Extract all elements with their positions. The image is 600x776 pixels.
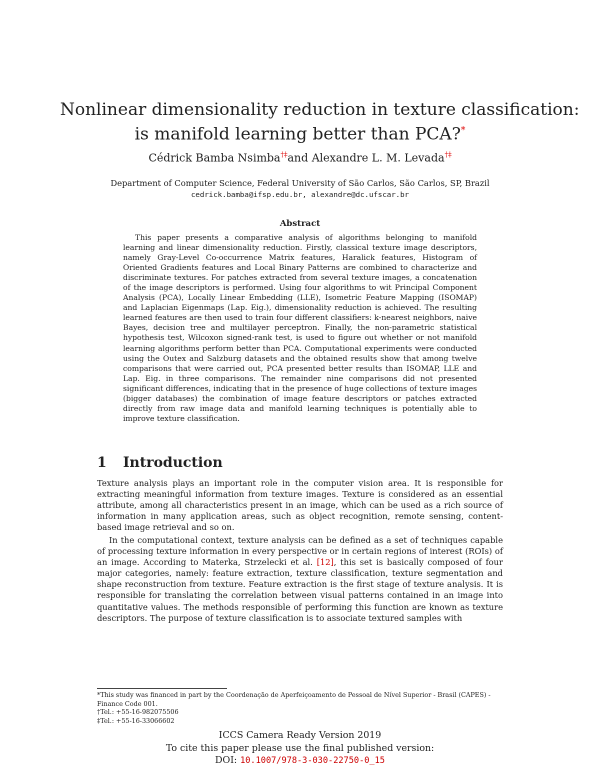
author-2-name: Alexandre L. M. Levada	[311, 151, 445, 165]
affiliation-emails: cedrick.bamba@ifsp.edu.br, alexandre@dc.ufscar.br	[190, 190, 410, 199]
paragraph-2	[97, 535, 503, 624]
title-footnote-marker: *	[460, 126, 466, 136]
footnote-phone-1: †Tel.: +55-16-982075506	[97, 708, 179, 717]
doi-line	[150, 755, 450, 768]
affiliation	[80, 178, 520, 200]
camera-ready-note	[150, 730, 450, 768]
paragraph-2-part-1: In the computational context, texture analysis can be defined as a set of techniques capable of processing texture information in every perspective or in certain regions of interest (ROIs) of an image. According to Materka, Strzelecki et al.	[97, 535, 503, 568]
author-2-marks: †‡	[444, 151, 452, 159]
title-line-2-text: is manifold learning better than PCA?	[134, 124, 461, 145]
title-line-1: Nonlinear dimensionality reduction in texture classification:	[60, 100, 580, 120]
camera-ready-line: ICCS Camera Ready Version 2019	[218, 730, 382, 741]
section-heading	[97, 455, 223, 471]
footnote-funding: *This study was financed in part by the Coordenação de Aperfeiçoamento de Pessoal de Nível Superior - Brasil (CAPES) - Finance Code 001.	[97, 691, 491, 708]
paragraph-2-part-2: , this set is basically composed of four major categories, namely: feature extraction, texture classification, texture segmentation and shape reconstruction from texture. Feature extraction is the first stage of texture analysis. It is responsible for translating the correlation between visual patterns contained in an image into quantitative values. The methods responsible of performing this function are known as texture descriptors. The purpose of texture classification is to associate textured samples with	[97, 557, 503, 623]
author-1-marks: †‡	[280, 151, 288, 159]
affiliation-department: Department of Computer Science, Federal University of São Carlos, São Carlos, SP, Brazil	[110, 178, 490, 188]
footnote-phone-2: ‡Tel.: +55-16-33066602	[97, 716, 175, 725]
author-connector: and	[287, 151, 309, 165]
doi-link[interactable]: 10.1007/978-3-030-22750-0_15	[240, 756, 385, 766]
section-number: 1	[97, 455, 107, 471]
abstract-heading: Abstract	[279, 219, 321, 229]
footnote-divider	[97, 688, 227, 689]
footnotes	[97, 691, 503, 725]
paragraph-1: Texture analysis plays an important role in the computer vision area. It is responsible for extracting meaningful information from texture images. Texture is considered as an essential attribute, among all characteristics present in an image, which can be used as a rich source of information in many application areas, such as object recognition, remote sensing, content-based image retrieval and so on.	[97, 478, 503, 533]
paper-title	[60, 100, 580, 146]
citation-instruction: To cite this paper please use the final published version:	[165, 742, 435, 754]
doi-label: DOI:	[215, 755, 241, 766]
citation-link[interactable]: [12]	[316, 557, 334, 568]
author-1-name: Cédrick Bamba Nsimba	[148, 151, 281, 165]
section-title: Introduction	[123, 455, 223, 471]
title-line-2	[60, 121, 540, 146]
author-list	[60, 151, 540, 165]
abstract-text: This paper presents a comparative analysis of algorithms belonging to manifold learning and linear dimensionality reduction. Firstly, classical texture image descriptors, namely Gray-Level Co-occurrence Matrix features, Haralick features, Histogram of Oriented Gradients features and Local Binary Patterns are combined to characterize and discriminate textures. For patches extracted from several texture images, a concatenation of the image descriptors is performed. Using four algorithms to wit Principal Component Analysis (PCA), Locally Linear Embedding (LLE), Isometric Feature Mapping (ISOMAP) and Laplacian Eigenmaps (Lap. Eig.), dimensionality reduction is achieved. The resulting learned features are then used to train four different classifiers: k-nearest neighbors, naive Bayes, decision tree and multilayer perceptron. Finally, the non-parametric statistical hypothesis test, Wilcoxon signed-rank test, is used to figure out whether or not manifold learning algorithms perform better than PCA. Computational experiments were conducted using the Outex and Salzburg datasets and the obtained results show that among twelve comparisons that were carried out, PCA presented better results than ISOMAP, LLE and Lap. Eig. in three comparisons. The remainder nine comparisons did not presented significant differences, indicating that in the presence of huge collections of texture images (bigger databases) the combination of image feature descriptors or patches extracted directly from raw image data and manifold learning techniques is potentially able to improve texture classification.	[123, 233, 477, 423]
